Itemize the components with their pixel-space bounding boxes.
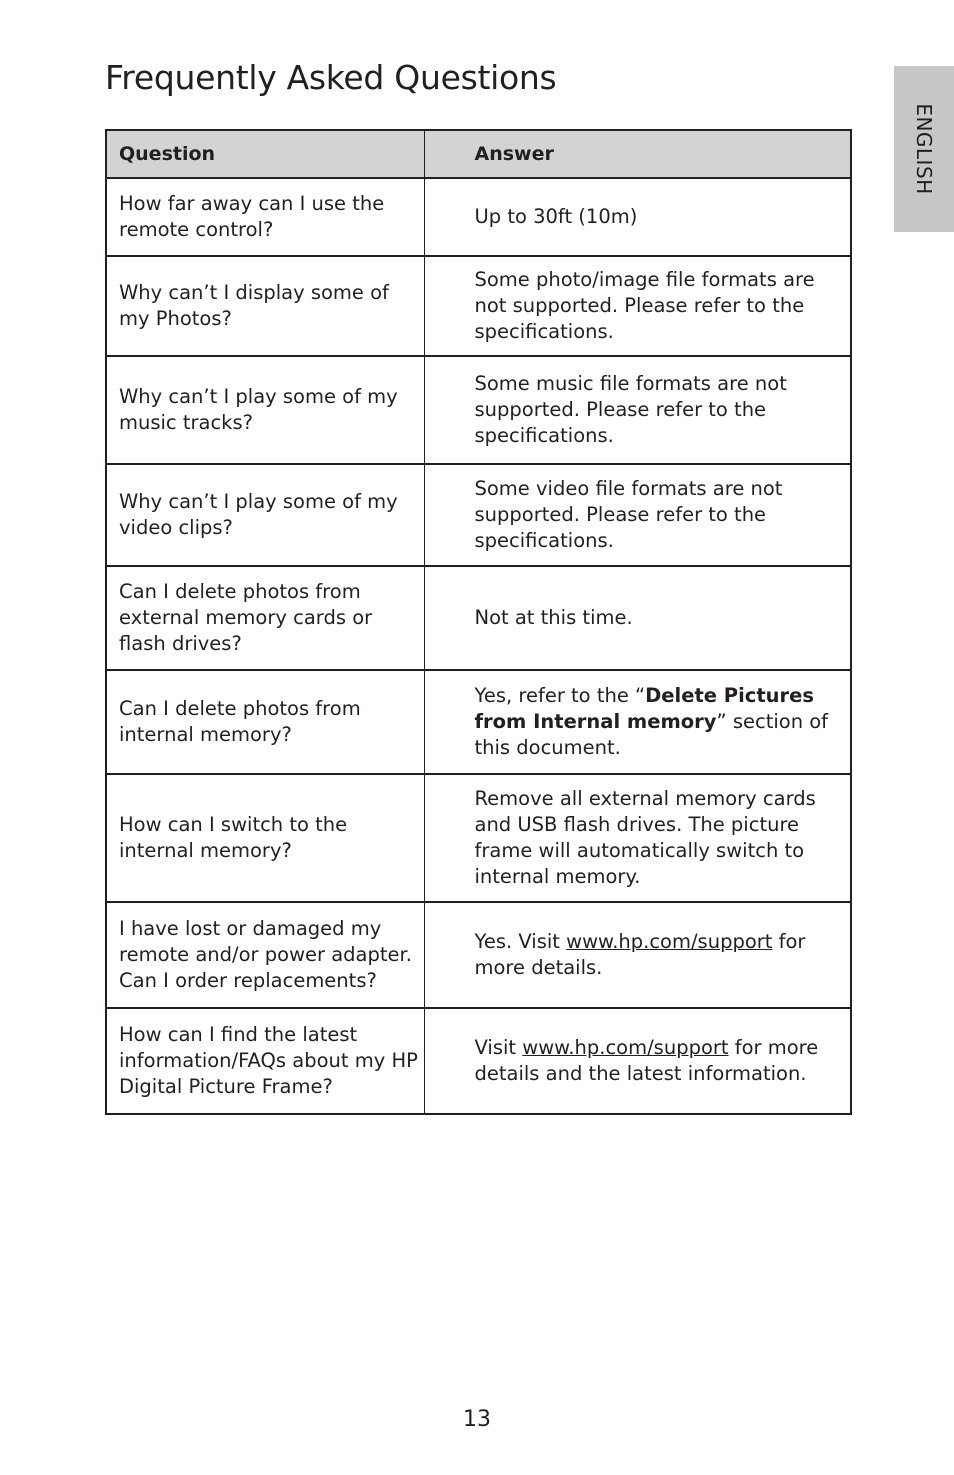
table-row (106, 178, 851, 256)
question-cell: I have lost or damaged my remote and/or power adapter. Can I order replacements? (106, 902, 424, 1008)
answer-cell (424, 1008, 851, 1114)
support-link[interactable]: www.hp.com/support (566, 930, 773, 953)
page-number: 13 (463, 1407, 491, 1432)
answer-text: Yes. Visit (474, 930, 567, 953)
table-row (106, 1008, 851, 1114)
support-link[interactable]: www.hp.com/support (522, 1036, 729, 1059)
answer-cell: Some photo/image file formats are not supported. Please refer to the specifications. (424, 256, 851, 356)
answer-cell: Not at this time. (424, 566, 851, 670)
table-row (106, 356, 851, 464)
answer-cell (424, 902, 851, 1008)
answer-cell: Remove all external memory cards and USB flash drives. The picture frame will automatically switch to internal memory. (424, 774, 851, 902)
question-cell: How can I switch to the internal memory? (106, 774, 424, 902)
section-reference: Delete Pictures from Internal memory (474, 684, 814, 733)
answer-text: Visit (474, 1036, 523, 1059)
answer-text: ” section of this document. (474, 710, 829, 759)
question-cell: Why can’t I play some of my music tracks? (106, 356, 424, 464)
table-row (106, 902, 851, 1008)
question-cell: Can I delete photos from external memory cards or flash drives? (106, 566, 424, 670)
answer-text: Yes, refer to the “ (474, 684, 646, 707)
answer-cell: Up to 30ft (10m) (424, 178, 851, 256)
table-row (106, 566, 851, 670)
answer-text: for more details. (474, 930, 806, 979)
answer-cell (424, 670, 851, 774)
table-header-row (106, 130, 851, 178)
answer-column-header: Answer (424, 130, 851, 178)
table-row (106, 464, 851, 566)
question-cell: Why can’t I play some of my video clips? (106, 464, 424, 566)
language-tab-label: ENGLISH (912, 103, 936, 195)
table-row (106, 774, 851, 902)
question-column-header: Question (106, 130, 424, 178)
answer-cell: Some music file formats are not supported. Please refer to the specifications. (424, 356, 851, 464)
table-row (106, 256, 851, 356)
question-cell: How far away can I use the remote control? (106, 178, 424, 256)
question-cell: Why can’t I display some of my Photos? (106, 256, 424, 356)
language-tab (894, 66, 954, 232)
faq-table (105, 129, 852, 1115)
answer-text: for more details and the latest information. (474, 1036, 819, 1085)
answer-cell: Some video file formats are not supported. Please refer to the specifications. (424, 464, 851, 566)
question-cell: Can I delete photos from internal memory? (106, 670, 424, 774)
table-row (106, 670, 851, 774)
page-title: Frequently Asked Questions (105, 58, 557, 97)
question-cell: How can I find the latest information/FAQs about my HP Digital Picture Frame? (106, 1008, 424, 1114)
